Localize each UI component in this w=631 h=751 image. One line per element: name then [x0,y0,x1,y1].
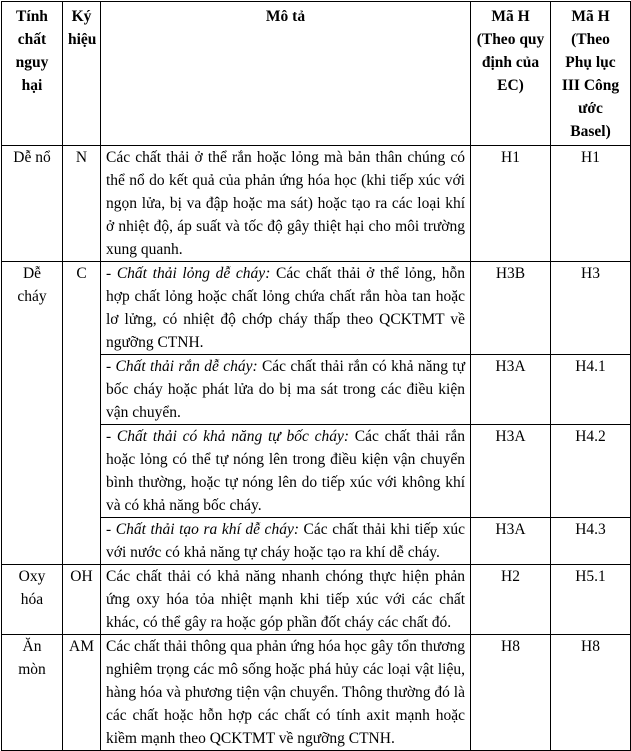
header-ec-code [471,2,551,146]
subtype-text: Các chất thải rắn có khả năng tự bốc cháy hoặc phát lửa do bị ma sát trong các điều kiện vận chuyển. [106,358,465,421]
basel-code-cell: H4.3 [551,518,631,565]
table-row-oxidizing [2,565,631,635]
ec-code-cell: H1 [471,146,551,262]
subtype-label: - Chất thải rắn dễ cháy: [106,358,258,375]
description-cell: Các chất thải thông qua phản ứng hóa học gây tổn thương nghiêm trọng các mô sống hoặc phá hủy các loại vật liệu, hàng hóa và phương tiện vận chuyển. Thông thường đó là các chất hoặc hỗn hợp các chất có tính axit mạnh hoặc kiềm mạnh theo QCKTMT về ngưỡng CTNH. [101,635,471,751]
header-ec-subtitle: (Theo quy định của EC) [476,31,545,94]
header-basel-code [551,2,631,146]
header-basel-title: Mã H [571,8,610,25]
header-symbol: Ký hiệu [63,2,101,146]
property-cell: Dễ cháy [2,262,63,565]
header-property: Tính chất nguy hại [2,2,63,146]
basel-code-cell: H3 [551,262,631,355]
basel-code-cell: H8 [551,635,631,751]
header-description: Mô tả [101,2,471,146]
subtype-text: Các chất thải rắn hoặc lỏng có thể tự nóng lên trong điều kiện vận chuyển bình thường, hoặc tự nóng lên do tiếp xúc với không khí và có khả năng bốc cháy. [106,428,465,514]
subtype-text: Các chất thải ở thể lỏng, hỗn hợp chất lỏng hoặc chất lỏng chứa chất rắn hòa tan hoặc lơ lửng, có nhiệt độ chớp cháy thấp theo QCKTMT về ngưỡng CTNH. [106,265,465,351]
description-cell [101,425,471,518]
description-cell [101,355,471,425]
table-row-flammable-liquid [2,262,631,355]
header-basel-subtitle: (Theo Phụ lục III Công ước Basel) [561,31,620,140]
ec-code-cell: H3A [471,518,551,565]
header-row [2,2,631,146]
subtype-label: - Chất thải có khả năng tự bốc cháy: [106,428,350,445]
ec-code-cell: H2 [471,565,551,635]
description-cell: Các chất thải ở thể rắn hoặc lỏng mà bản thân chúng có thể nổ do kết quả của phản ứng hóa học (khi tiếp xúc với ngọn lửa, bị va đập hoặc ma sát) hoặc tạo ra các loại khí ở nhiệt độ, áp suất và tốc độ gây thiệt hại cho môi trường xung quanh. [101,146,471,262]
symbol-cell: AM [63,635,101,751]
symbol-cell: OH [63,565,101,635]
property-cell: Ăn mòn [2,635,63,751]
description-cell: Các chất thải có khả năng nhanh chóng thực hiện phản ứng oxy hóa tỏa nhiệt mạnh khi tiếp xúc với các chất khác, có thể gây ra hoặc góp phần đốt cháy các chất đó. [101,565,471,635]
basel-code-cell: H5.1 [551,565,631,635]
description-cell [101,518,471,565]
table-row-explosive [2,146,631,262]
property-cell: Oxy hóa [2,565,63,635]
basel-code-cell: H4.2 [551,425,631,518]
hazard-table [1,1,631,751]
property-cell: Dễ nổ [2,146,63,262]
basel-code-cell: H4.1 [551,355,631,425]
symbol-cell: C [63,262,101,565]
subtype-label: - Chất thải lỏng dễ cháy: [106,265,271,282]
table-row-corrosive [2,635,631,751]
ec-code-cell: H3B [471,262,551,355]
description-cell [101,262,471,355]
subtype-label: - Chất thải tạo ra khí dễ cháy: [106,521,299,538]
header-ec-title: Mã H [491,8,530,25]
ec-code-cell: H3A [471,425,551,518]
basel-code-cell: H1 [551,146,631,262]
ec-code-cell: H8 [471,635,551,751]
ec-code-cell: H3A [471,355,551,425]
symbol-cell: N [63,146,101,262]
subtype-text: Các chất thải khi tiếp xúc với nước có khả năng tự cháy hoặc tạo ra khí dễ cháy. [106,521,465,561]
